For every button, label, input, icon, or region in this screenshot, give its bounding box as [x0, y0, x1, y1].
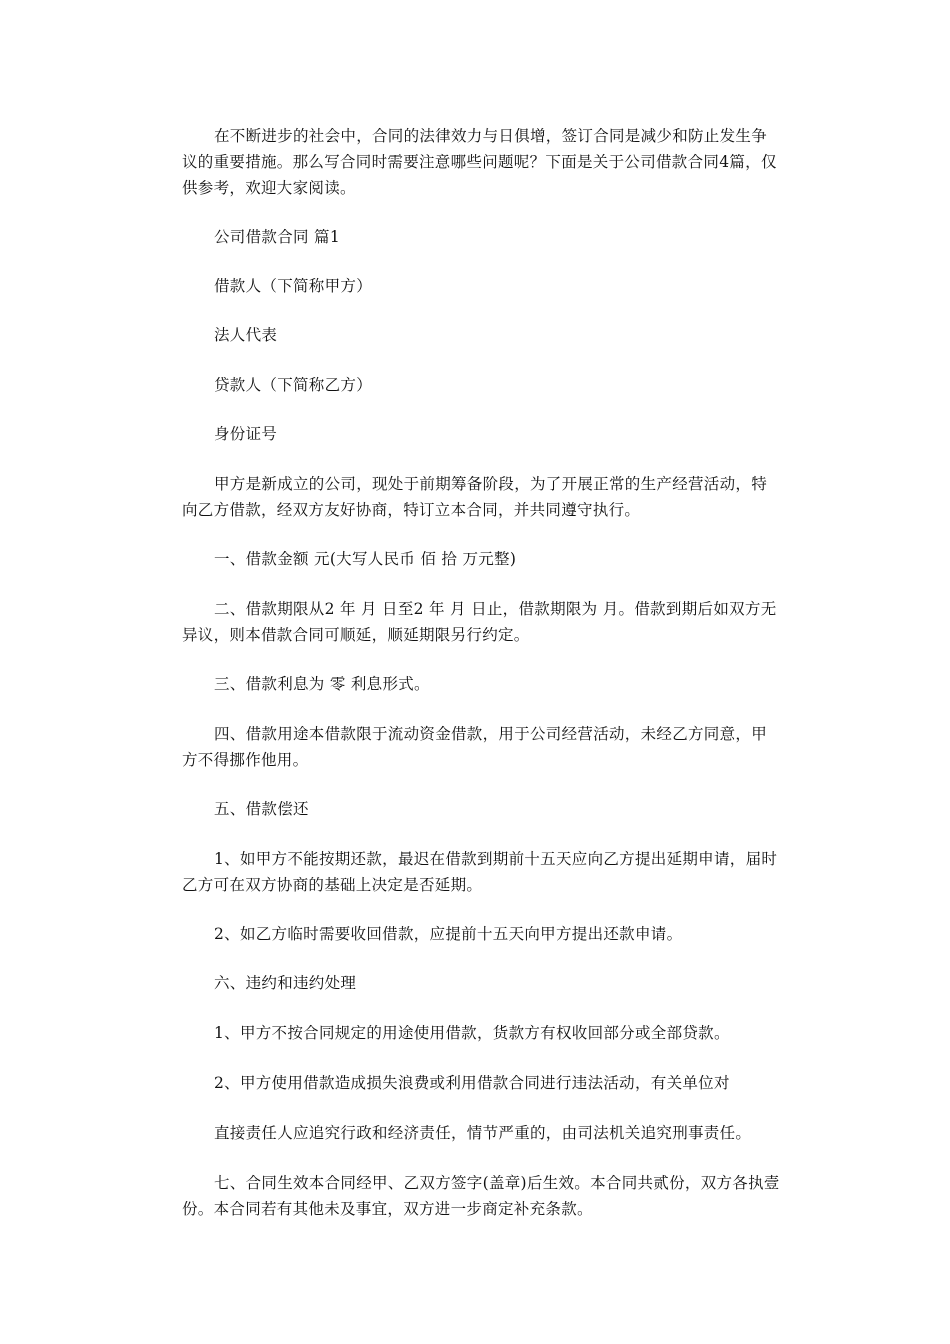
- clause-5: 五、借款偿还: [214, 800, 309, 818]
- section-title: 公司借款合同 篇1: [214, 228, 340, 246]
- clause-6-2-continued: 直接责任人应追究行政和经济责任，情节严重的，由司法机关追究刑事责任。: [214, 1124, 752, 1142]
- intro-paragraph: 在不断进步的社会中，合同的法律效力与日俱增，签订合同是减少和防止发生争议的重要措施。那么写合同时需要注意哪些问题呢？下面是关于公司借款合同4篇，仅供参考，欢迎大家阅读。: [182, 127, 777, 197]
- clause-1: 一、借款金额 元(大写人民币 佰 拾 万元整): [214, 550, 517, 568]
- clause-5-2: 2、如乙方临时需要收回借款，应提前十五天向甲方提出还款申请。: [214, 925, 683, 943]
- clause-5-1: 1、如甲方不能按期还款，最迟在借款到期前十五天应向乙方提出延期申请，届时乙方可在双方协商的基础上决定是否延期。: [182, 850, 778, 894]
- clause-6-1: 1、甲方不按合同规定的用途使用借款，货款方有权收回部分或全部贷款。: [214, 1024, 730, 1042]
- clause-6-2: 2、甲方使用借款造成损失浪费或利用借款合同进行违法活动，有关单位对: [214, 1074, 730, 1092]
- clause-7: 七、合同生效本合同经甲、乙双方签字(盖章)后生效。本合同共贰份，双方各执壹份。本合同若有其他未及事宜，双方进一步商定补充条款。: [182, 1174, 780, 1218]
- id-number-line: 身份证号: [214, 425, 278, 443]
- legal-rep-line: 法人代表: [214, 326, 278, 344]
- preamble-paragraph: 甲方是新成立的公司，现处于前期筹备阶段，为了开展正常的生产经营活动，特向乙方借款，经双方友好协商，特订立本合同，并共同遵守执行。: [182, 475, 768, 519]
- clause-4: 四、借款用途本借款限于流动资金借款，用于公司经营活动，未经乙方同意，甲方不得挪作他用。: [182, 725, 768, 769]
- clause-3: 三、借款利息为 零 利息形式。: [214, 675, 430, 693]
- borrower-line: 借款人（下简称甲方）: [214, 277, 373, 295]
- lender-line: 贷款人（下简称乙方）: [214, 376, 373, 394]
- clause-2: 二、借款期限从2 年 月 日至2 年 月 日止，借款期限为 月。借款到期后如双方无异议，则本借款合同可顺延，顺延期限另行约定。: [182, 600, 777, 644]
- clause-6: 六、违约和违约处理: [214, 974, 357, 992]
